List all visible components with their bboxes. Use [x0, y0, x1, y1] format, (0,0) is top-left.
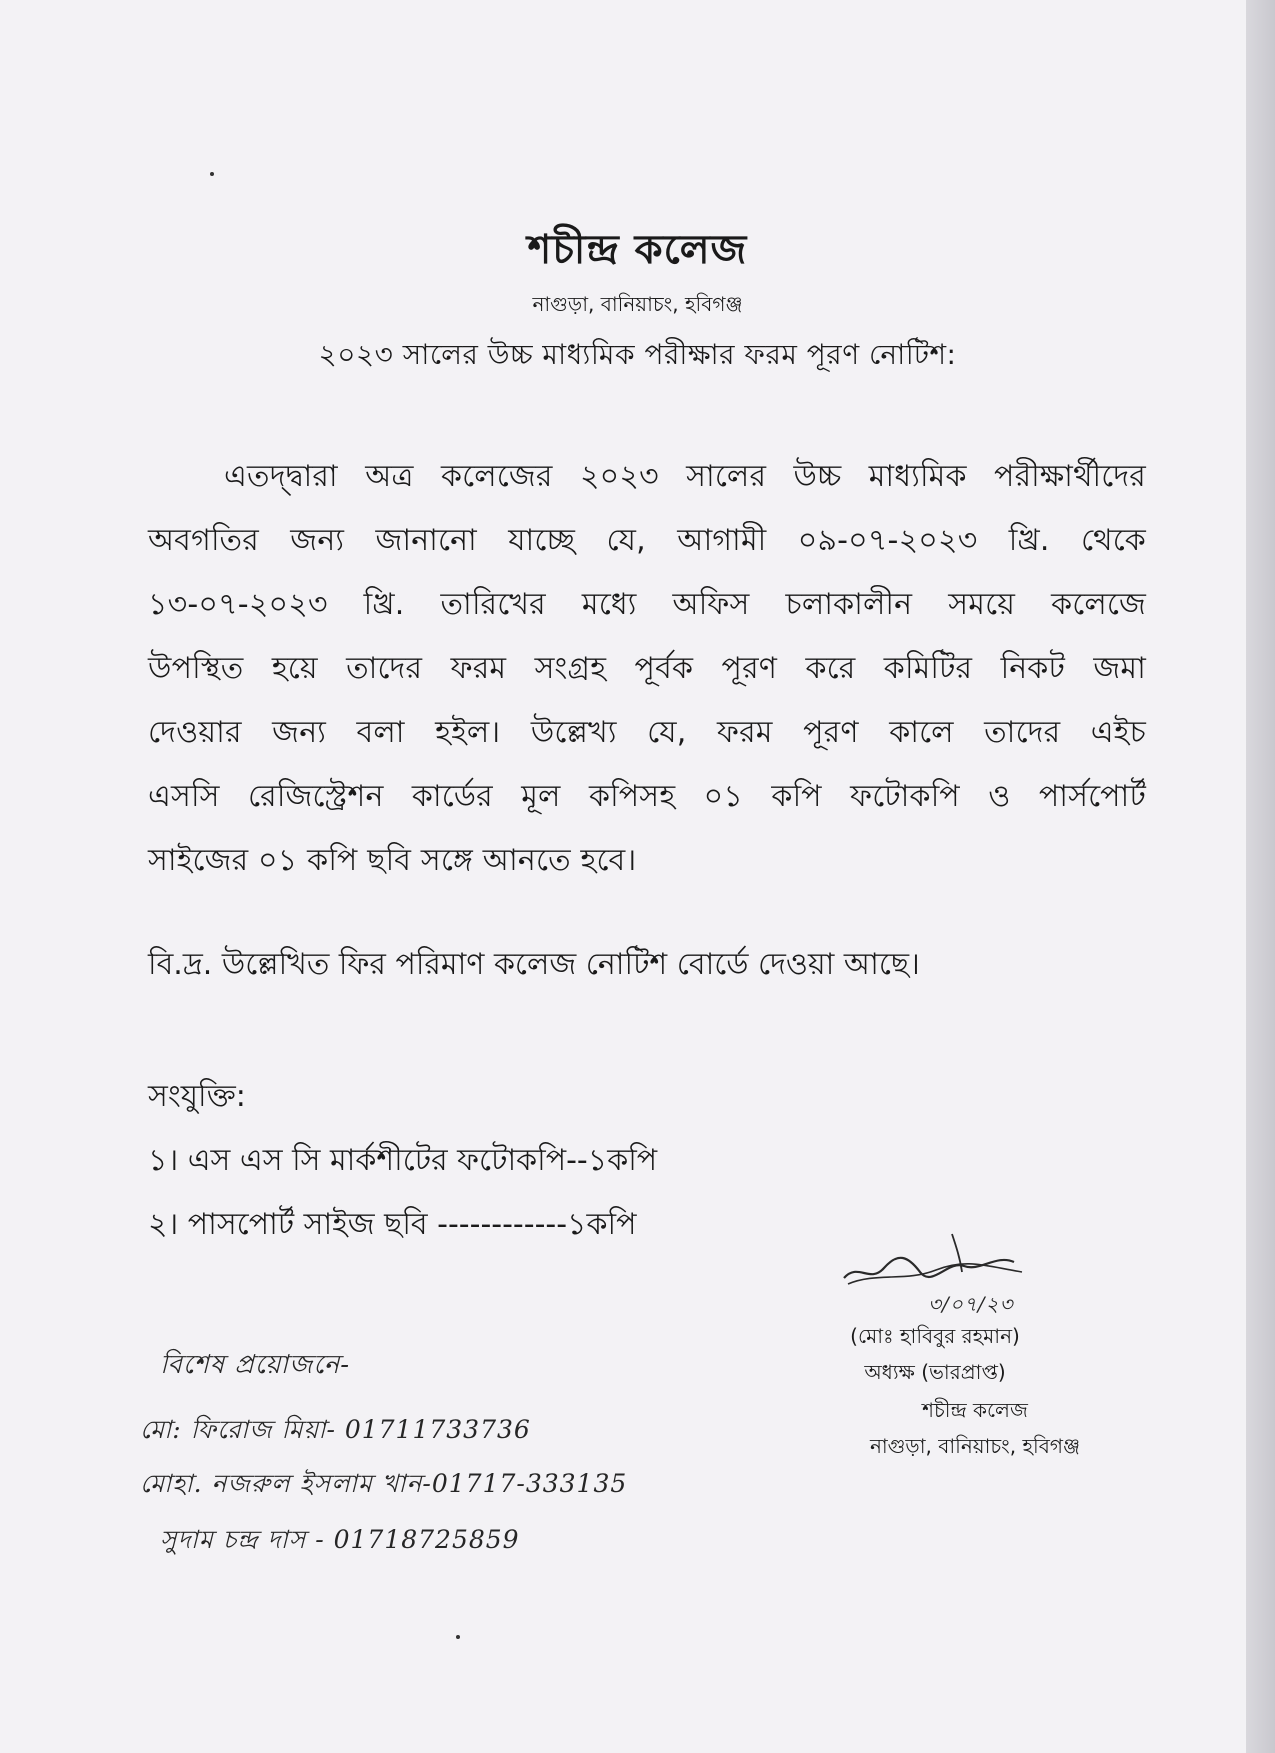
contact-line: মো: ফিরোজ মিয়া- 01711733736	[140, 1415, 531, 1444]
contact-line: সুদাম চন্দ্র দাস - 01718725859	[160, 1525, 520, 1554]
college-name: শচীন্দ্র কলেজ	[527, 227, 748, 273]
signatory-address: নাগুড়া, বানিয়াচং, হবিগঞ্জ	[869, 1434, 1081, 1458]
attachment-item: ১। এস এস সি মার্কশীটের ফটোকপি--১কপি	[148, 1143, 658, 1178]
attachment-item: ২। পাসপোর্ট সাইজ ছবি ------------১কপি	[148, 1207, 637, 1242]
body-paragraph-line: ১৩-০৭-২০২৩ খ্রি. তারিখের মধ্যে অফিস চলাকালীন সময়ে কলেজে	[148, 587, 1146, 622]
attachments-heading: সংযুক্তি:	[148, 1079, 246, 1114]
college-address: নাগুড়া, বানিয়াচং, হবিগঞ্জ	[532, 292, 743, 316]
speck	[210, 172, 214, 176]
signatory-designation: অধ্যক্ষ (ভারপ্রাপ্ত)	[864, 1360, 1006, 1384]
signatory-college: শচীন্দ্র কলেজ	[922, 1398, 1028, 1422]
body-paragraph-line: সাইজের ০১ কপি ছবি সঙ্গে আনতে হবে।	[148, 843, 637, 878]
footnote-note: বি.দ্র. উল্লেখিত ফির পরিমাণ কলেজ নোটিশ বোর্ডে দেওয়া আছে।	[148, 947, 920, 982]
speck	[456, 1635, 460, 1639]
signatory-name: (মোঃ হাবিবুর রহমান)	[850, 1324, 1020, 1348]
body-paragraph-line: অবগতির জন্য জানানো যাচ্ছে যে, আগামী ০৯-০৭-২০২৩ খ্রি. থেকে	[148, 523, 1146, 558]
notice-title: ২০২৩ সালের উচ্চ মাধ্যমিক পরীক্ষার ফরম পূরণ নোটিশ:	[318, 338, 957, 371]
body-paragraph-line: দেওয়ার জন্য বলা হইল। উল্লেখ্য যে, ফরম পূরণ কালে তাদের এইচ	[148, 715, 1146, 750]
contacts-heading: বিশেষ প্রয়োজনে-	[160, 1350, 351, 1380]
body-paragraph-line: এতদ্দ্বারা অত্র কলেজের ২০২৩ সালের উচ্চ মাধ্যমিক পরীক্ষার্থীদের	[224, 459, 1146, 494]
signature-date: ৩/০৭/২৩	[928, 1292, 1014, 1316]
body-paragraph-line: এসসি রেজিস্ট্রেশন কার্ডের মূল কপিসহ ০১ কপি ফটোকপি ও পার্সপোর্ট	[148, 779, 1146, 814]
contact-line: মোহা. নজরুল ইসলাম খান-01717-333135	[140, 1469, 628, 1498]
body-paragraph-line: উপস্থিত হয়ে তাদের ফরম সংগ্রহ পূর্বক পূরণ করে কমিটির নিকট জমা	[148, 651, 1146, 686]
